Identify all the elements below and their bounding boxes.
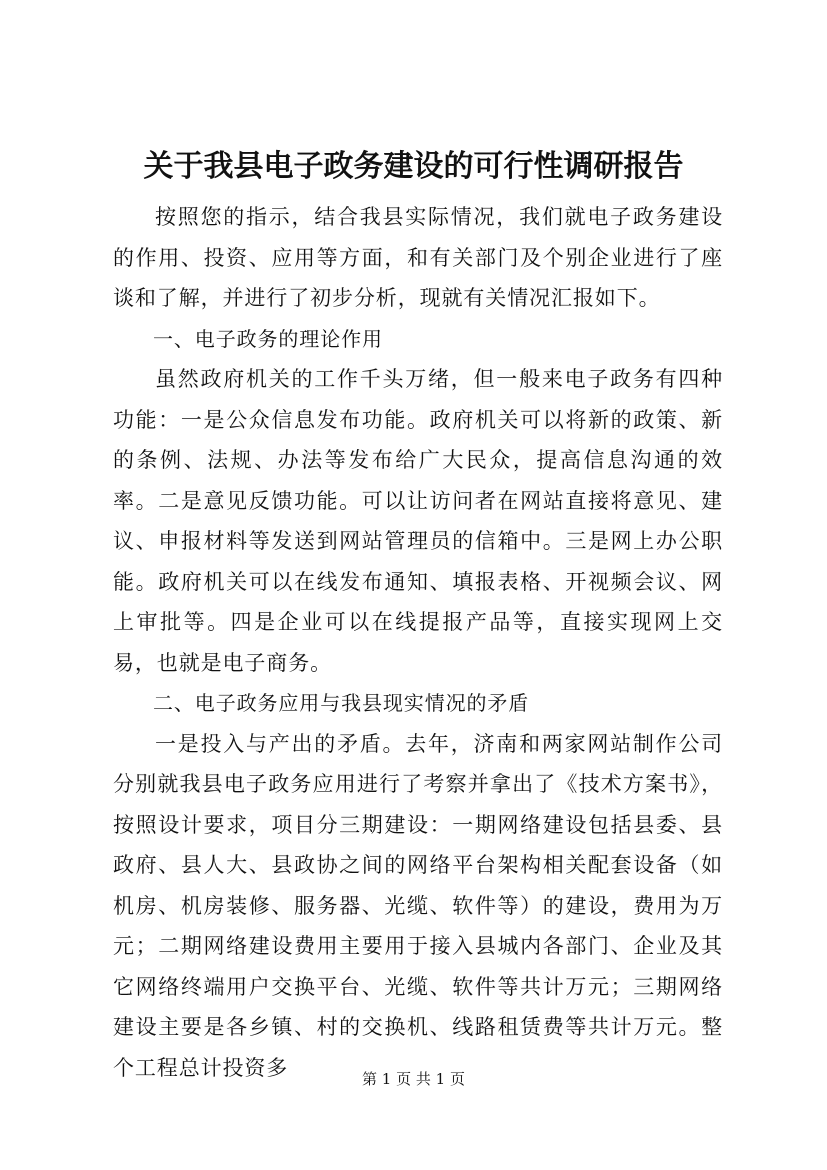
document-title: 关于我县电子政务建设的可行性调研报告 xyxy=(143,149,684,184)
intro-paragraph: 按照您的指示，结合我县实际情况，我们就电子政务建设的作用、投资、应用等方面，和有关部门及个别企业进行了座谈和了解，并进行了初步分析，现就有关情况汇报如下。 xyxy=(113,205,723,310)
section-2-paragraph: 一是投入与产出的矛盾。去年，济南和两家网站制作公司分别就我县电子政务应用进行了考察并拿出了《技术方案书》，按照设计要求，项目分三期建设：一期网络建设包括县委、县政府、县人大、县政协之间的网络平台架构相关配套设备（如机房、机房装修、服务器、光缆、软件等）的建设，费用为万元；二期网络建设费用主要用于接入县城内各部门、企业及其它网络终端用户交换平台、光缆、软件等共计万元；三期网络建设主要是各乡镇、村的交换机、线路租赁费等共计万元。整个工程总计投资多 xyxy=(113,731,723,1080)
document-body xyxy=(113,197,723,1088)
page-footer: 第 1 页 共 1 页 xyxy=(362,1070,465,1088)
section-heading-2: 二、电子政务应用与我县现实情况的矛盾 xyxy=(153,691,530,715)
section-heading-1: 一、电子政务的理论作用 xyxy=(153,326,383,351)
section-1-paragraph: 虽然政府机关的工作千头万绪，但一般来电子政务有四种功能：一是公众信息发布功能。政府机关可以将新的政策、新的条例、法规、办法等发布给广大民众，提高信息沟通的效率。二是意见反馈功能。可以让访问者在网站直接将意见、建议、申报材料等发送到网站管理员的信箱中。三是网上办公职能。政府机关可以在线发布通知、填报表格、开视频会议、网上审批等。四是企业可以在线提报产品等，直接实现网上交易，也就是电子商务。 xyxy=(113,367,723,675)
